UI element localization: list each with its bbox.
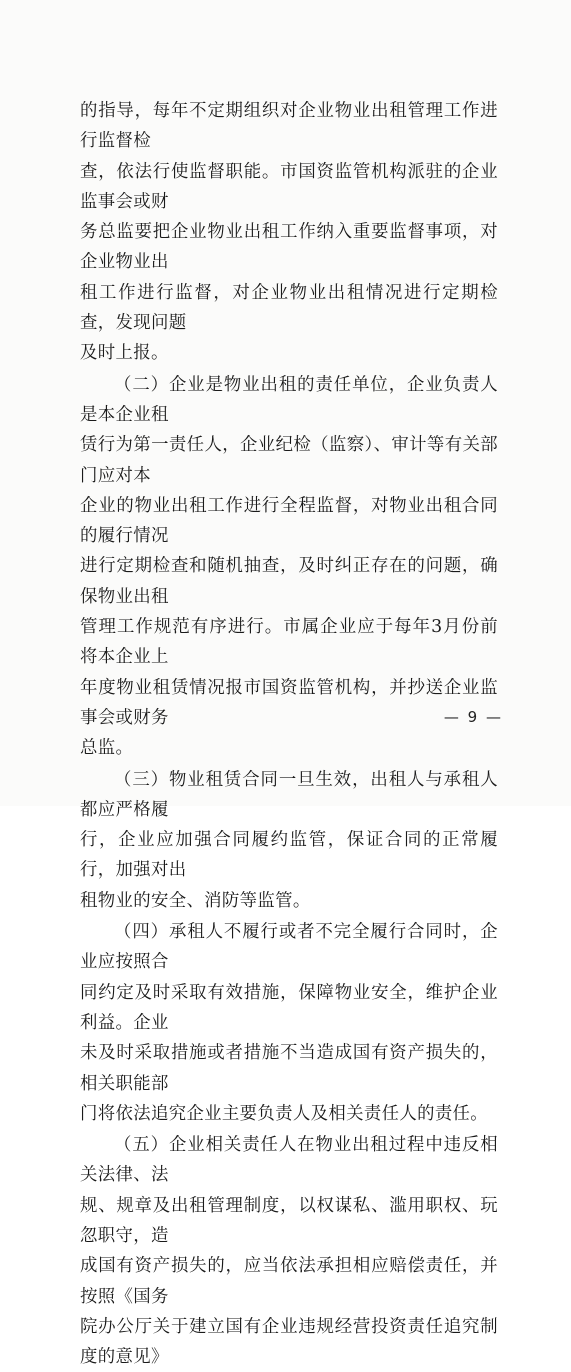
body-text (80, 96, 498, 1372)
text-line: 租物业的安全、消防等监管。 (80, 890, 311, 911)
text-line: （五）企业相关责任人在物业出租过程中违反相关法律、法 (80, 1135, 498, 1186)
text-line: 进行定期检查和随机抽查，及时纠正存在的问题，确保物业出租 (80, 556, 498, 607)
text-line: （四）承租人不履行或者不完全履行合同时，企业应按照合 (80, 922, 498, 973)
text-line: 未及时采取措施或者措施不当造成国有资产损失的，相关职能部 (80, 1043, 498, 1094)
text-line: 租工作进行监督，对企业物业出租情况进行定期检查，发现问题 (80, 282, 498, 334)
text-line: 管理工作规范有序进行。市属企业应于每年3月份前将本企业上 (80, 617, 498, 668)
text-line: （二）企业是物业出租的责任单位，企业负责人是本企业租 (80, 374, 498, 425)
paragraph-item-4 (80, 917, 498, 1129)
paragraph-item-3 (80, 765, 498, 916)
text-line: 年度物业租赁情况报市国资监管机构，并抄送企业监事会或财务 (80, 677, 498, 728)
text-line: 及时上报。 (80, 343, 169, 364)
page-number-text: — 9 — (443, 708, 503, 726)
text-line: 企业的物业出租工作进行全程监督，对物业出租合同的履行情况 (80, 495, 498, 547)
text-line: 查，依法行使监督职能。市国资监管机构派驻的企业监事会或财 (80, 161, 498, 212)
text-line: 的指导，每年不定期组织对企业物业出租管理工作进行监督检 (80, 101, 498, 152)
text-line: 赁行为第一责任人，企业纪检（监察）、审计等有关部门应对本 (80, 435, 498, 486)
text-line: 门将依法追究企业主要负责人及相关责任人的责任。 (80, 1103, 489, 1124)
paragraph-item-2 (80, 370, 498, 764)
text-line: 规、规章及出租管理制度，以权谋私、滥用职权、玩忽职守，造 (80, 1195, 498, 1246)
text-line: （三）物业租赁合同一旦生效，出租人与承租人都应严格履 (80, 769, 498, 820)
paragraph-supervision-continued (80, 96, 498, 369)
text-line: 院办公厅关于建立国有企业违规经营投资责任追究制度的意见》 (80, 1316, 498, 1368)
page-number (0, 708, 571, 726)
text-line: 同约定及时采取有效措施，保障物业安全，维护企业利益。企业 (80, 982, 498, 1033)
paragraph-item-5 (80, 1130, 498, 1372)
text-line: 务总监要把企业物业出租工作纳入重要监督事项，对企业物业出 (80, 222, 498, 273)
text-line: 行，企业应加强合同履约监管，保证合同的正常履行，加强对出 (80, 830, 498, 881)
text-line: 总监。 (80, 738, 134, 759)
text-line: 成国有资产损失的，应当依法承担相应赔偿责任，并按照《国务 (80, 1256, 498, 1307)
